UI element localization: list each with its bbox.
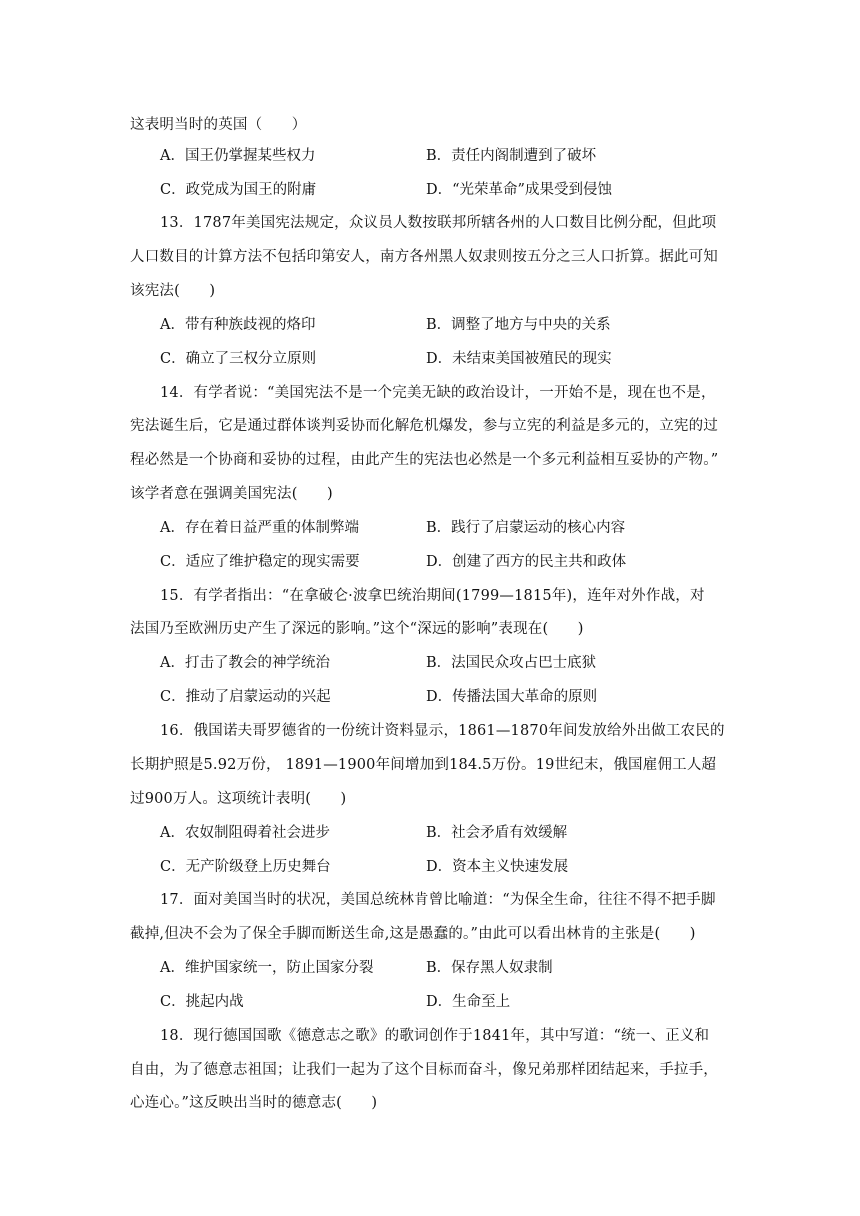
- question-12-stem: 这表明当时的英国（ ）: [130, 117, 307, 133]
- question-16-line-3: 过900万人。这项统计表明( ): [130, 791, 347, 807]
- option-16-c: C．无产阶级登上历史舞台: [160, 859, 331, 875]
- option-17-b: B．保存黑人奴隶制: [426, 960, 553, 976]
- question-15-line-2: 法国乃至欧洲历史产生了深远的影响。”这个“深远的影响”表现在( ): [130, 621, 584, 637]
- option-14-d: D．创建了西方的民主共和政体: [426, 554, 627, 570]
- option-12-b: B．责任内阁制遭到了破坏: [426, 148, 597, 164]
- question-14-line-3: 程必然是一个协商和妥协的过程，由此产生的宪法也必然是一个多元利益相互妥协的产物。”: [130, 452, 719, 468]
- option-13-c: C．确立了三权分立原则: [160, 351, 317, 367]
- option-16-a: A．农奴制阻碍着社会进步: [160, 825, 330, 841]
- question-13-line-3: 该宪法( ): [130, 283, 216, 299]
- option-12-c: C．政党成为国王的附庸: [160, 182, 317, 198]
- question-13-line-1: 13．1787年美国宪法规定，众议员人数按联邦所辖各州的人口数目比例分配，但此项: [160, 215, 717, 231]
- question-14-line-4: 该学者意在强调美国宪法( ): [130, 486, 333, 502]
- option-13-d: D．未结束美国被殖民的现实: [426, 351, 612, 367]
- question-15-line-1: 15．有学者指出：“在拿破仑·波拿巴统治期间(1799—1815年)，连年对外作战，对: [160, 588, 705, 604]
- option-15-a: A．打击了教会的神学统治: [160, 655, 330, 671]
- option-14-a: A．存在着日益严重的体制弊端: [160, 520, 359, 536]
- option-13-b: B．调整了地方与中央的关系: [426, 317, 611, 333]
- question-16-line-1: 16．俄国诺夫哥罗德省的一份统计资料显示，1861—1870年间发放给外出做工农民的: [160, 723, 725, 739]
- option-15-b: B．法国民众攻占巴士底狱: [426, 655, 597, 671]
- question-17-line-1: 17．面对美国当时的状况，美国总统林肯曾比喻道：“为保全生命，往往不得不把手脚: [160, 892, 716, 908]
- option-16-b: B．社会矛盾有效缓解: [426, 825, 568, 841]
- option-12-a: A．国王仍掌握某些权力: [160, 148, 316, 164]
- option-16-d: D．资本主义快速发展: [426, 859, 569, 875]
- question-18-line-1: 18．现行德国国歌《德意志之歌》的歌词创作于1841年，其中写道：“统一、正义和: [160, 1028, 710, 1044]
- option-17-a: A．维护国家统一，防止国家分裂: [160, 960, 374, 976]
- question-17-line-2: 截掉,但决不会为了保全手脚而断送生命,这是愚蠢的。”由此可以看出林肯的主张是( ): [130, 926, 696, 942]
- option-17-c: C．挑起内战: [160, 994, 244, 1010]
- question-13-line-2: 人口数目的计算方法不包括印第安人，南方各州黑人奴隶则按五分之三人口折算。据此可知: [130, 249, 718, 265]
- option-17-d: D．生命至上: [426, 994, 511, 1010]
- question-18-line-2: 自由，为了德意志祖国；让我们一起为了这个目标而奋斗，像兄弟那样团结起来，手拉手，: [130, 1062, 718, 1078]
- question-14-line-2: 宪法诞生后，它是通过群体谈判妥协而化解危机爆发，参与立宪的利益是多元的，立宪的过: [130, 418, 718, 434]
- option-14-c: C．适应了维护稳定的现实需要: [160, 554, 360, 570]
- option-15-d: D．传播法国大革命的原则: [426, 689, 598, 705]
- option-14-b: B．践行了启蒙运动的核心内容: [426, 520, 626, 536]
- option-15-c: C．推动了启蒙运动的兴起: [160, 689, 331, 705]
- question-16-line-2: 长期护照是5.92万份， 1891—1900年间增加到184.5万份。19世纪末，俄国雇佣工人超: [130, 757, 717, 773]
- option-12-d: D．“光荣革命”成果受到侵蚀: [426, 182, 612, 198]
- question-14-line-1: 14．有学者说：“美国宪法不是一个完美无缺的政治设计，一开始不是，现在也不是，: [160, 385, 716, 401]
- question-18-line-3: 心连心。”这反映出当时的德意志( ): [130, 1095, 378, 1111]
- option-13-a: A．带有种族歧视的烙印: [160, 317, 316, 333]
